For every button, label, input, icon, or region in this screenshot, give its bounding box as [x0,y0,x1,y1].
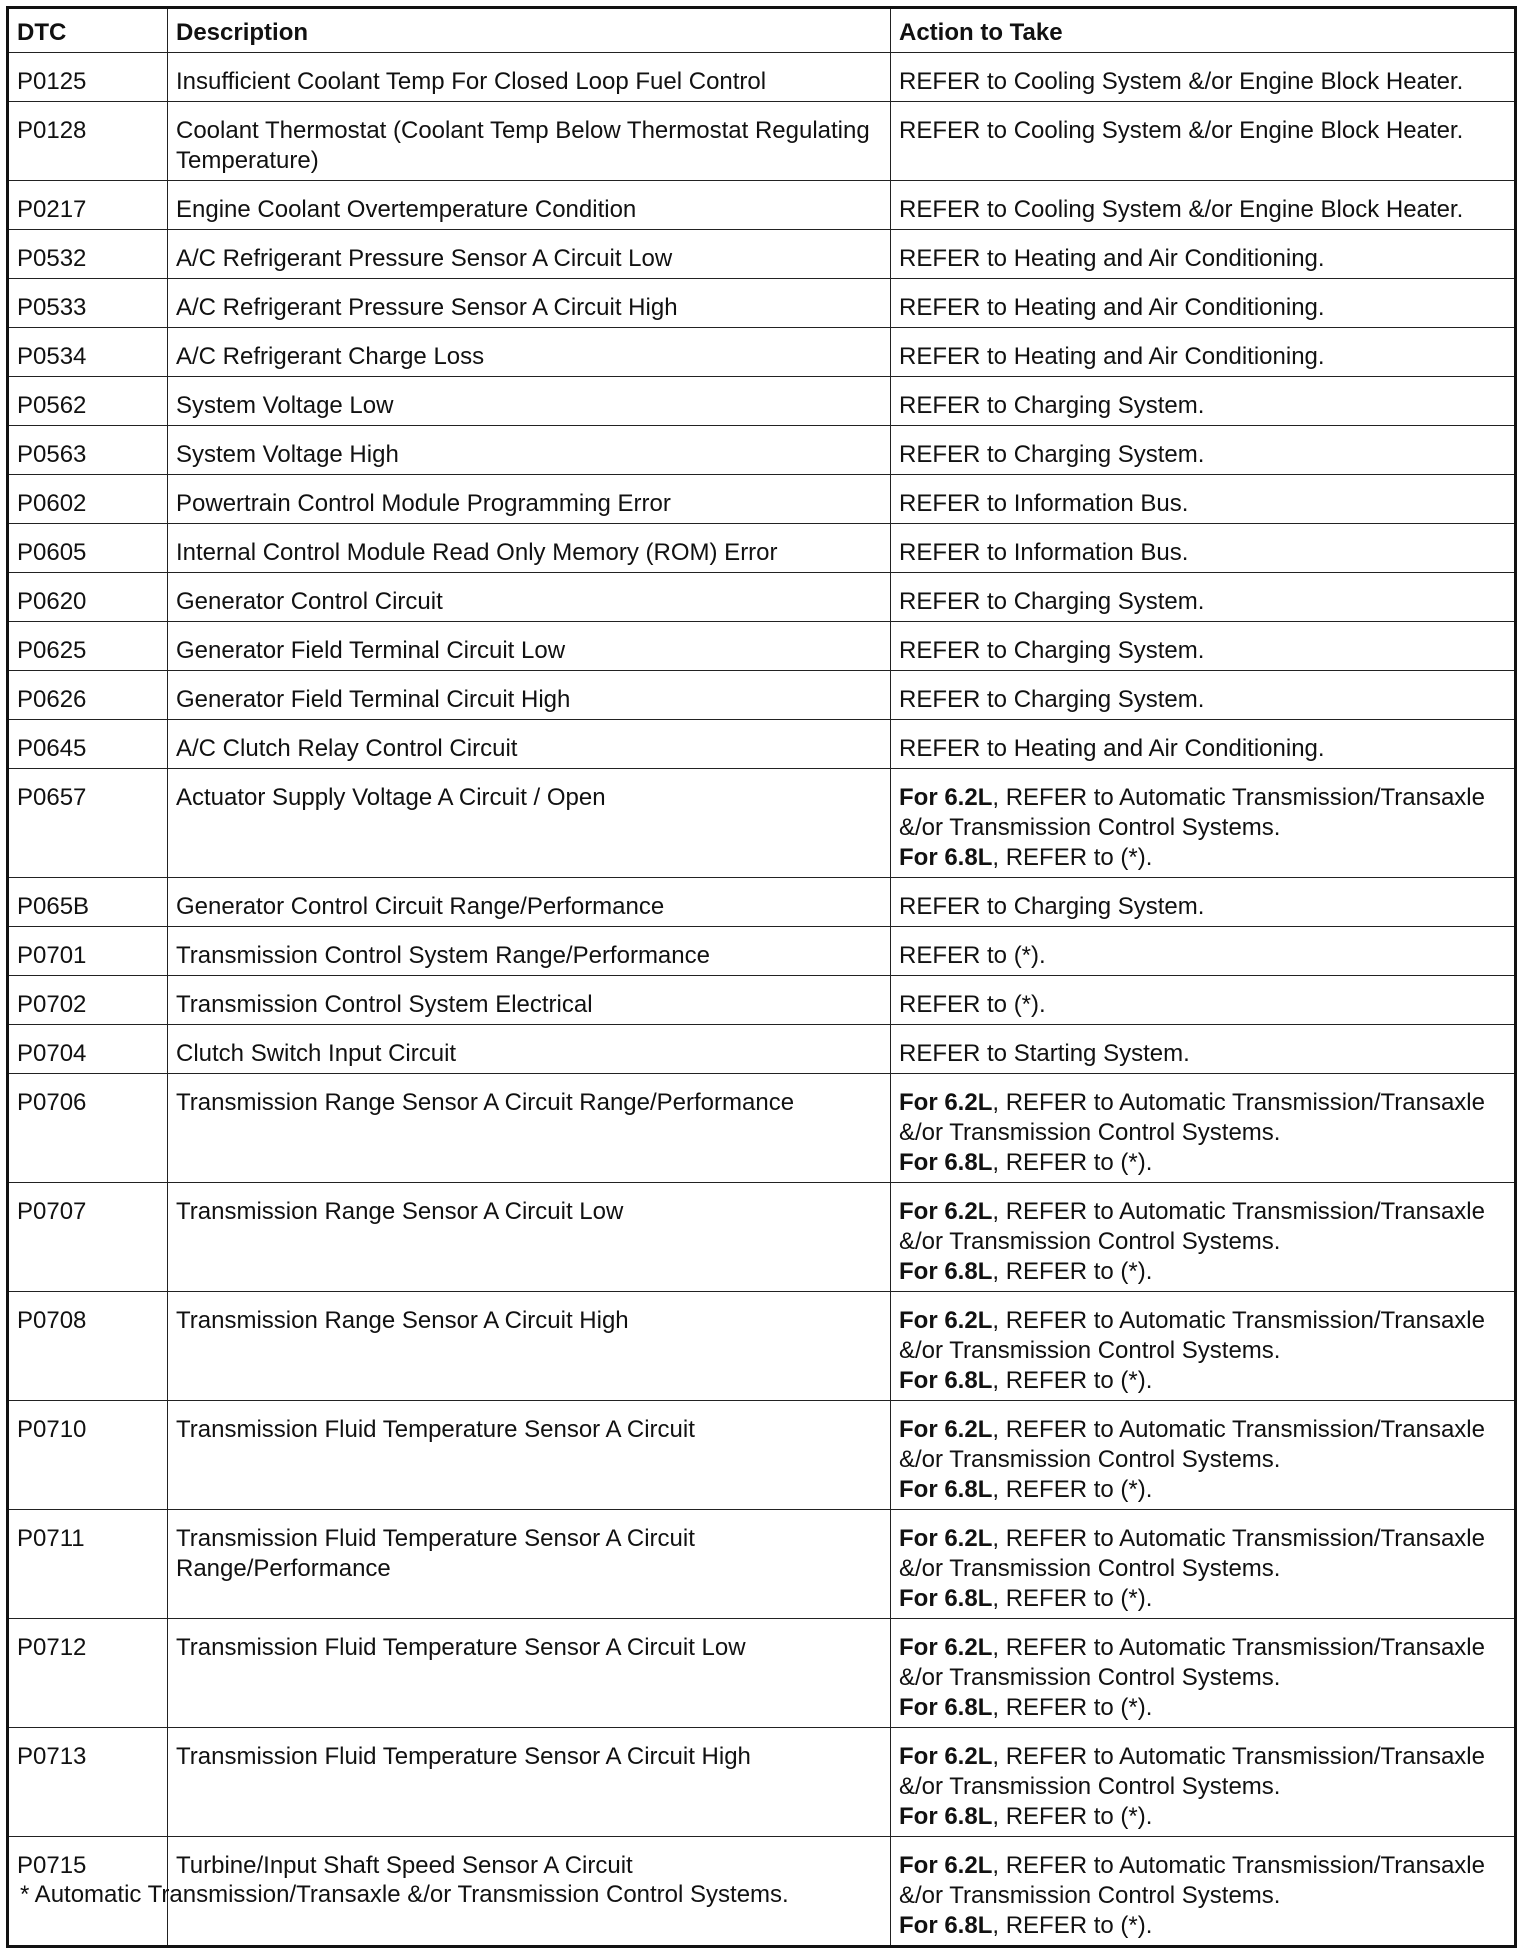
dtc-code: P0625 [8,622,168,671]
table-row [8,475,1516,524]
dtc-description: Transmission Fluid Temperature Sensor A Circuit [168,1401,891,1510]
header-row [8,8,1516,53]
dtc-action [891,769,1516,878]
dtc-action: REFER to Charging System. [891,878,1516,927]
table-row [8,230,1516,279]
header-action: Action to Take [891,8,1516,53]
table-row [8,524,1516,573]
dtc-description: Transmission Fluid Temperature Sensor A Circuit Range/Performance [168,1510,891,1619]
dtc-action: REFER to Charging System. [891,671,1516,720]
dtc-action [891,1728,1516,1837]
dtc-code: P0128 [8,102,168,181]
dtc-code: P0712 [8,1619,168,1728]
dtc-code: P0562 [8,377,168,426]
dtc-action [891,1292,1516,1401]
dtc-action: REFER to Cooling System &/or Engine Block Heater. [891,102,1516,181]
engine-6-8l-text: , REFER to (*). [992,1149,1153,1176]
dtc-code: P0702 [8,976,168,1025]
table-row [8,279,1516,328]
engine-6-2l-text: , REFER to Automatic Transmission/Transaxle &/or Transmission Control Systems. [899,1743,1485,1800]
engine-6-8l-label: For 6.8L [899,844,993,871]
engine-6-2l-label: For 6.2L [899,1743,993,1770]
engine-6-2l-text: , REFER to Automatic Transmission/Transaxle &/or Transmission Control Systems. [899,1852,1485,1909]
table-row [8,720,1516,769]
dtc-action: REFER to Heating and Air Conditioning. [891,230,1516,279]
dtc-description: Powertrain Control Module Programming Error [168,475,891,524]
dtc-description: A/C Refrigerant Charge Loss [168,328,891,377]
table-row [8,53,1516,102]
dtc-description: Transmission Range Sensor A Circuit Range/Performance [168,1074,891,1183]
dtc-code: P0701 [8,927,168,976]
dtc-action: REFER to Information Bus. [891,475,1516,524]
engine-6-2l-label: For 6.2L [899,1198,993,1225]
dtc-description: Clutch Switch Input Circuit [168,1025,891,1074]
dtc-action: REFER to Heating and Air Conditioning. [891,328,1516,377]
table-row [8,377,1516,426]
dtc-description: Coolant Thermostat (Coolant Temp Below Thermostat Regulating Temperature) [168,102,891,181]
dtc-action: REFER to Charging System. [891,377,1516,426]
engine-6-2l-text: , REFER to Automatic Transmission/Transaxle &/or Transmission Control Systems. [899,784,1485,841]
engine-6-8l-label: For 6.8L [899,1149,993,1176]
dtc-code: P0533 [8,279,168,328]
table-row [8,1401,1516,1510]
dtc-table [6,6,1517,1948]
dtc-action: REFER to (*). [891,976,1516,1025]
engine-6-2l-label: For 6.2L [899,784,993,811]
engine-6-8l-text: , REFER to (*). [992,1912,1153,1939]
dtc-code: P0532 [8,230,168,279]
table-row [8,1728,1516,1837]
dtc-code: P0605 [8,524,168,573]
table-row [8,622,1516,671]
dtc-code: P0125 [8,53,168,102]
engine-6-8l-label: For 6.8L [899,1585,993,1612]
engine-6-2l-text: , REFER to Automatic Transmission/Transaxle &/or Transmission Control Systems. [899,1307,1485,1364]
engine-6-2l-label: For 6.2L [899,1416,993,1443]
engine-6-2l-text: , REFER to Automatic Transmission/Transaxle &/or Transmission Control Systems. [899,1089,1485,1146]
engine-6-2l-label: For 6.2L [899,1525,993,1552]
dtc-description: Generator Control Circuit Range/Performance [168,878,891,927]
dtc-code: P0715 [8,1837,168,1947]
dtc-description: Generator Field Terminal Circuit High [168,671,891,720]
dtc-code: P0563 [8,426,168,475]
table-row [8,878,1516,927]
dtc-description: Transmission Range Sensor A Circuit High [168,1292,891,1401]
table-row [8,1025,1516,1074]
table-row [8,1619,1516,1728]
dtc-action [891,1619,1516,1728]
header-dtc: DTC [8,8,168,53]
engine-6-2l-text: , REFER to Automatic Transmission/Transaxle &/or Transmission Control Systems. [899,1198,1485,1255]
engine-6-8l-text: , REFER to (*). [992,1694,1153,1721]
dtc-action: REFER to Cooling System &/or Engine Block Heater. [891,53,1516,102]
table-row [8,671,1516,720]
dtc-description: A/C Clutch Relay Control Circuit [168,720,891,769]
dtc-description: Turbine/Input Shaft Speed Sensor A Circuit [168,1837,891,1947]
dtc-code: P0706 [8,1074,168,1183]
table-row [8,328,1516,377]
engine-6-8l-text: , REFER to (*). [992,1585,1153,1612]
dtc-description: System Voltage High [168,426,891,475]
dtc-action: REFER to Information Bus. [891,524,1516,573]
dtc-description: Transmission Control System Range/Performance [168,927,891,976]
engine-6-8l-text: , REFER to (*). [992,1367,1153,1394]
dtc-code: P0704 [8,1025,168,1074]
engine-6-8l-text: , REFER to (*). [992,1258,1153,1285]
engine-6-2l-label: For 6.2L [899,1307,993,1334]
dtc-action: REFER to (*). [891,927,1516,976]
dtc-action: REFER to Heating and Air Conditioning. [891,720,1516,769]
dtc-code: P0534 [8,328,168,377]
dtc-description: Transmission Range Sensor A Circuit Low [168,1183,891,1292]
engine-6-8l-text: , REFER to (*). [992,844,1153,871]
dtc-action [891,1510,1516,1619]
table-row [8,426,1516,475]
header-description: Description [168,8,891,53]
dtc-description: Insufficient Coolant Temp For Closed Loop Fuel Control [168,53,891,102]
engine-6-2l-label: For 6.2L [899,1634,993,1661]
dtc-code: P0708 [8,1292,168,1401]
dtc-code: P0711 [8,1510,168,1619]
dtc-action [891,1074,1516,1183]
dtc-description: Generator Control Circuit [168,573,891,622]
dtc-action: REFER to Starting System. [891,1025,1516,1074]
footnote: * Automatic Transmission/Transaxle &/or Transmission Control Systems. [20,1881,789,1908]
engine-6-2l-text: , REFER to Automatic Transmission/Transaxle &/or Transmission Control Systems. [899,1416,1485,1473]
dtc-code: P065B [8,878,168,927]
dtc-description: Transmission Fluid Temperature Sensor A Circuit High [168,1728,891,1837]
dtc-code: P0657 [8,769,168,878]
engine-6-8l-label: For 6.8L [899,1476,993,1503]
dtc-description: Transmission Fluid Temperature Sensor A Circuit Low [168,1619,891,1728]
engine-6-8l-label: For 6.8L [899,1912,993,1939]
dtc-action: REFER to Charging System. [891,573,1516,622]
table-row [8,573,1516,622]
dtc-code: P0710 [8,1401,168,1510]
table-row [8,1510,1516,1619]
table-row [8,1074,1516,1183]
dtc-description: Internal Control Module Read Only Memory (ROM) Error [168,524,891,573]
table-row [8,1292,1516,1401]
engine-6-8l-text: , REFER to (*). [992,1476,1153,1503]
dtc-action: REFER to Heating and Air Conditioning. [891,279,1516,328]
dtc-description: Actuator Supply Voltage A Circuit / Open [168,769,891,878]
engine-6-2l-label: For 6.2L [899,1852,993,1879]
table-row [8,102,1516,181]
table-row [8,769,1516,878]
dtc-code: P0645 [8,720,168,769]
table-row [8,927,1516,976]
dtc-code: P0707 [8,1183,168,1292]
table-row [8,181,1516,230]
engine-6-2l-label: For 6.2L [899,1089,993,1116]
dtc-description: Engine Coolant Overtemperature Condition [168,181,891,230]
dtc-action [891,1837,1516,1947]
engine-6-2l-text: , REFER to Automatic Transmission/Transaxle &/or Transmission Control Systems. [899,1525,1485,1582]
dtc-action: REFER to Charging System. [891,622,1516,671]
engine-6-8l-label: For 6.8L [899,1803,993,1830]
dtc-description: A/C Refrigerant Pressure Sensor A Circuit Low [168,230,891,279]
engine-6-8l-label: For 6.8L [899,1367,993,1394]
dtc-description: Transmission Control System Electrical [168,976,891,1025]
dtc-action [891,1401,1516,1510]
engine-6-8l-label: For 6.8L [899,1694,993,1721]
engine-6-2l-text: , REFER to Automatic Transmission/Transaxle &/or Transmission Control Systems. [899,1634,1485,1691]
dtc-description: System Voltage Low [168,377,891,426]
dtc-action: REFER to Charging System. [891,426,1516,475]
dtc-code: P0217 [8,181,168,230]
dtc-code: P0713 [8,1728,168,1837]
dtc-action: REFER to Cooling System &/or Engine Block Heater. [891,181,1516,230]
dtc-code: P0602 [8,475,168,524]
engine-6-8l-text: , REFER to (*). [992,1803,1153,1830]
dtc-action [891,1183,1516,1292]
dtc-description: A/C Refrigerant Pressure Sensor A Circuit High [168,279,891,328]
table-row [8,976,1516,1025]
table-row [8,1183,1516,1292]
dtc-code: P0620 [8,573,168,622]
dtc-code: P0626 [8,671,168,720]
dtc-description: Generator Field Terminal Circuit Low [168,622,891,671]
engine-6-8l-label: For 6.8L [899,1258,993,1285]
